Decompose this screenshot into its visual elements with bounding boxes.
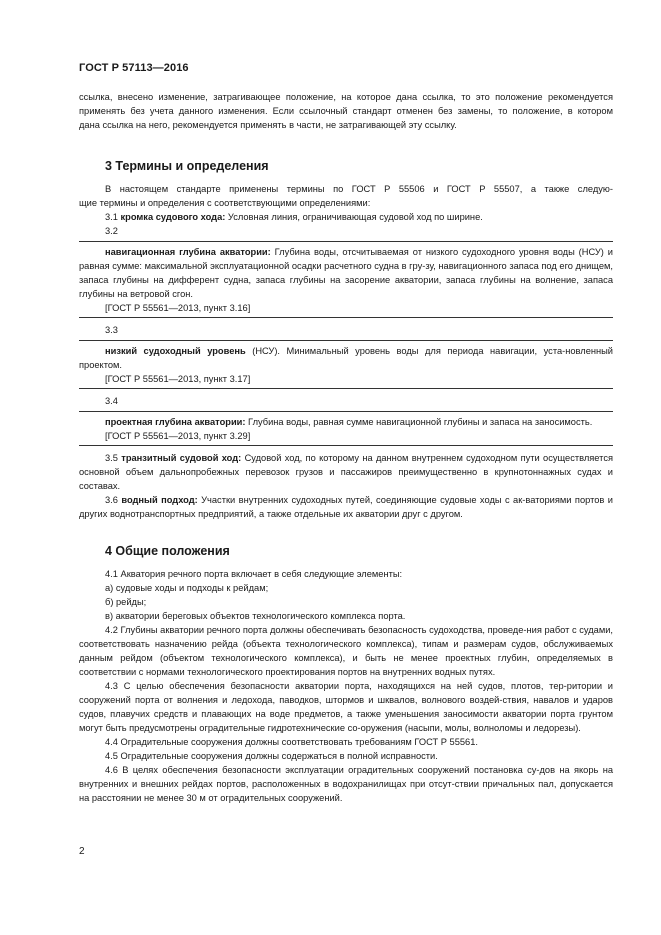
term-3-5 (79, 451, 613, 493)
term-name: транзитный судовой ход: (121, 453, 242, 463)
term-3-6 (79, 493, 613, 521)
term-3-2-number: 3.2 (105, 226, 118, 236)
term-name: кромка судового хода: (120, 212, 226, 222)
term-3-3-source: [ГОСТ Р 55561—2013, пункт 3.17] (105, 374, 251, 384)
term-name: водный подход: (121, 495, 198, 505)
clause-4-6: 4.6 В целях обеспечения безопасности эксплуатации оградительных сооружений постановка су-дов на якорь на внутренних и внешних рейдах портов, расположенных в водохранилищах при отсут-ствии причальных пал, допускается на расстоянии не менее 30 м от оградительных сооружений. (79, 765, 613, 803)
term-name: проектная глубина акватории: (105, 417, 246, 427)
term-3-1 (79, 210, 613, 224)
term-3-4-number: 3.4 (105, 396, 118, 406)
intro-line-3: дана ссылка на него, рекомендуется применять в части, не затрагивающей эту ссылку. (79, 120, 457, 130)
clause-4-5: 4.5 Оградительные сооружения должны содержаться в полной исправности. (105, 751, 438, 761)
term-definition: Глубина воды, отсчитываемая от низкого судоходного уровня воды (НСУ) и равная сумме: максимальной эксплуатационной осадки расчетного судна в гру-зу, навигационного запаса под его днищем, запаса глубины на дифферент судна, запаса глубины на засорение акватории, запаса глубины на волнение, запаса глубины на ветровой сгон. (79, 247, 613, 299)
term-3-4-box (79, 411, 613, 446)
term-3-2 (79, 245, 613, 301)
term-number: 3.1 (105, 212, 118, 222)
term-3-2-source: [ГОСТ Р 55561—2013, пункт 3.16] (105, 303, 251, 313)
clause-4-2: 4.2 Глубины акватории речного порта должны обеспечивать безопасность судоходства, проведе-ния работ с судами, соответствовать назначению рейда (объекта технологического комплекса), типам и размерам судов, обслуживаемых данным рейдом (объектом технологического комплекса), и быть не менее проектных глубин, определяемых в соответствии с нормами технологического проектирования портов на внутренних водных путях. (79, 625, 613, 677)
term-3-3-box (79, 340, 613, 389)
term-definition: Участки внутренних судоходных путей, соединяющие судовые ходы с ак-ваториями портов и других воднотранспортных предприятий, а также отдельные их акватории друг с другом. (79, 495, 613, 519)
term-3-4 (79, 415, 613, 429)
intro-line-1: ссылка, внесено изменение, затрагивающее положение, на которое дана ссылка, то это положение рекомендуется (79, 92, 613, 102)
term-definition: Судовой ход, по которому на данном внутреннем судоходном пути осуществляется основной объем дальнопробежных перевозок грузов и пассажиров преимущественно в крупнотоннажных судах и составах. (79, 453, 614, 491)
term-name: низкий судоходный уровень (105, 346, 246, 356)
section-4-title: 4 Общие положения (105, 544, 230, 558)
intro-line-2: применять без учета данного изменения. Если ссылочный стандарт отменен без замены, то положение, в котором (79, 106, 613, 116)
term-3-4-source: [ГОСТ Р 55561—2013, пункт 3.29] (105, 431, 251, 441)
document-header: ГОСТ Р 57113—2016 (79, 62, 189, 74)
section-3-intro-line-1: В настоящем стандарте применены термины по ГОСТ Р 55506 и ГОСТ Р 55507, а также следую- (105, 184, 613, 194)
term-definition: Глубина воды, равная сумме навигационной глубины и запаса на заносимость. (245, 417, 593, 427)
section-3-intro-line-2: щие термины и определения с соответствующими определениями: (79, 198, 371, 208)
clause-4-1-item-b: б) рейды; (105, 597, 147, 607)
clause-4-1: 4.1 Акватория речного порта включает в себя следующие элементы: (105, 569, 403, 579)
page-number: 2 (79, 846, 85, 857)
term-number: 3.6 (105, 495, 118, 505)
term-name: навигационная глубина акватории: (105, 247, 271, 257)
term-3-2-box (79, 241, 613, 318)
term-3-3-number: 3.3 (105, 325, 118, 335)
clause-4-1-item-c: в) акватории береговых объектов технологического комплекса порта. (105, 611, 406, 621)
clause-4-4: 4.4 Оградительные сооружения должны соответствовать требованиям ГОСТ Р 55561. (105, 737, 478, 747)
term-number: 3.5 (105, 453, 118, 463)
page-content (79, 90, 613, 805)
term-definition: (НСУ). Минимальный уровень воды для периода навигации, уста-новленный проектом. (79, 346, 614, 370)
section-3-title: 3 Термины и определения (105, 159, 269, 173)
term-definition: Условная линия, ограничивающая судовой ход по ширине. (225, 212, 483, 222)
term-3-3 (79, 344, 613, 372)
clause-4-1-item-a: а) судовые ходы и подходы к рейдам; (105, 583, 269, 593)
clause-4-3: 4.3 С целью обеспечения безопасности акватории порта, находящихся на ней судов, плотов, тер-ритории и сооружений порта от волнения и ледохода, паводков, штормов и шквалов, волнового воздей-ствия, навалов и ударов судов, плавучих средств и плавающих на воде предметов, а также уменьшения заносимости акватории порта грунтом могут быть предусмотрены оградительные гидротехнические со-оружения (насыпи, молы, волноломы и ледорезы). (79, 681, 613, 733)
